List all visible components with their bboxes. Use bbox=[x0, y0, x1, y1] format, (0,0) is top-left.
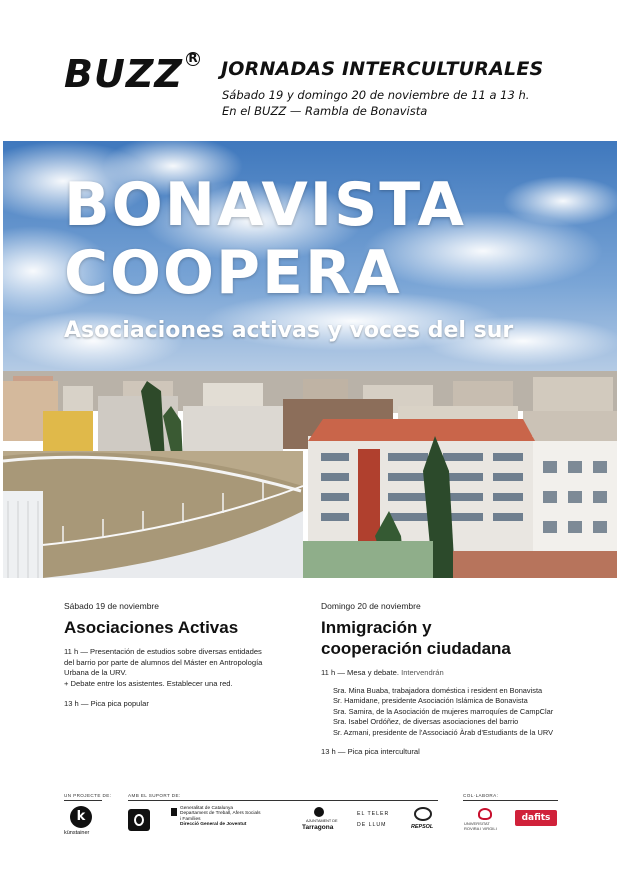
event-place: En el BUZZ — Rambla de Bonavista bbox=[222, 104, 428, 118]
support-label: AMB EL SUPORT DE: bbox=[128, 793, 181, 798]
urv-line: UNIVERSITAT bbox=[464, 821, 490, 826]
repsol-logo-icon bbox=[414, 807, 432, 821]
saturday-item: + Debate entre los asistentes. Establecer una red. bbox=[64, 678, 233, 688]
teler-line1: EL TELER bbox=[357, 811, 390, 817]
buzz-logo: BUZZ bbox=[64, 52, 183, 96]
hero-title-line2: COOPERA bbox=[64, 238, 402, 308]
saturday-closing: 13 h — Pica pica popular bbox=[64, 699, 149, 708]
kunstainer-label: künstainer bbox=[64, 830, 90, 836]
registered-mark-icon: R bbox=[186, 52, 200, 66]
speaker-item: Sr. Hamidane, presidente Asociación Islámica de Bonavista bbox=[333, 696, 528, 706]
event-date: Sábado 19 y domingo 20 de noviembre de 11 a 13 h. bbox=[222, 88, 530, 102]
speaker-item: Sr. Azmani, presidente de l'Associació Àrab d'Estudiants de la URV bbox=[333, 727, 554, 737]
tarragona-emblem-icon bbox=[314, 807, 324, 817]
dafits-logo bbox=[515, 810, 557, 826]
urv-logo-icon bbox=[478, 808, 492, 820]
speaker-item: Sra. Isabel Ordóñez, de diversas asociaciones del barrio bbox=[333, 717, 519, 727]
saturday-day: Sábado 19 de noviembre bbox=[64, 601, 159, 611]
kunstainer-logo: k bbox=[70, 806, 92, 828]
hero-subtitle: Asociaciones activas y voces del sur bbox=[64, 318, 514, 343]
divider bbox=[64, 800, 102, 801]
saturday-item: Urbana de la URV. bbox=[64, 668, 127, 677]
sunday-debate-note: Intervendrán bbox=[401, 668, 444, 677]
dafits-label: dafits bbox=[521, 813, 551, 823]
sunday-day: Domingo 20 de noviembre bbox=[321, 601, 421, 611]
gencat-line: Direcció General de Joventut bbox=[180, 822, 247, 828]
event-title: JORNADAS INTERCULTURALES bbox=[221, 58, 544, 80]
gencat-logo-icon bbox=[171, 808, 177, 816]
sunday-title-line2: cooperación ciudadana bbox=[321, 639, 511, 658]
tarragona-label: Tarragona bbox=[302, 824, 334, 831]
speaker-item: Sra. Samira, de la Asociación de mujeres marroquíes de CampClar bbox=[333, 706, 554, 716]
urv-line: ROVIRA I VIRGILI bbox=[464, 825, 497, 831]
saturday-item: del barrio por parte de alumnos del Máster en Antropología bbox=[64, 657, 263, 667]
sunday-debate-time: 11 h — Mesa y debate. bbox=[321, 668, 399, 677]
sunday-debate bbox=[321, 668, 591, 679]
saturday-item: 11 h — Presentación de estudios sobre diversas entidades bbox=[64, 647, 262, 656]
hero-title-line1: BONAVISTA bbox=[64, 170, 466, 240]
sunday-program bbox=[321, 601, 591, 758]
gencat-block bbox=[180, 806, 261, 828]
sunday-title-line1: Inmigración y bbox=[321, 618, 432, 637]
sunday-closing: 13 h — Pica pica intercultural bbox=[321, 747, 420, 757]
saturday-title: Asociaciones Activas bbox=[64, 618, 239, 637]
gencat-line: i Famílies bbox=[180, 816, 201, 822]
divider bbox=[128, 800, 438, 801]
project-label: UN PROJECTE DE: bbox=[64, 793, 112, 798]
gencat-line: Generalitat de Catalunya bbox=[180, 806, 234, 811]
divider bbox=[463, 800, 558, 801]
urv-block bbox=[464, 822, 497, 831]
tarragona-small: AJUNTAMENT DE bbox=[306, 819, 338, 823]
collab-label: COL·LABORA: bbox=[463, 793, 499, 798]
gencat-line: Departament de Treball, Afers Socials bbox=[180, 811, 261, 817]
repsol-label: REPSOL bbox=[411, 824, 434, 830]
buzz-small-logo-icon bbox=[128, 809, 150, 831]
speaker-item: Sra. Mina Buaba, trabajadora doméstica i resident en Bonavista bbox=[333, 685, 543, 695]
saturday-program bbox=[64, 601, 304, 710]
teler-line2: DE LLUM bbox=[357, 822, 387, 828]
